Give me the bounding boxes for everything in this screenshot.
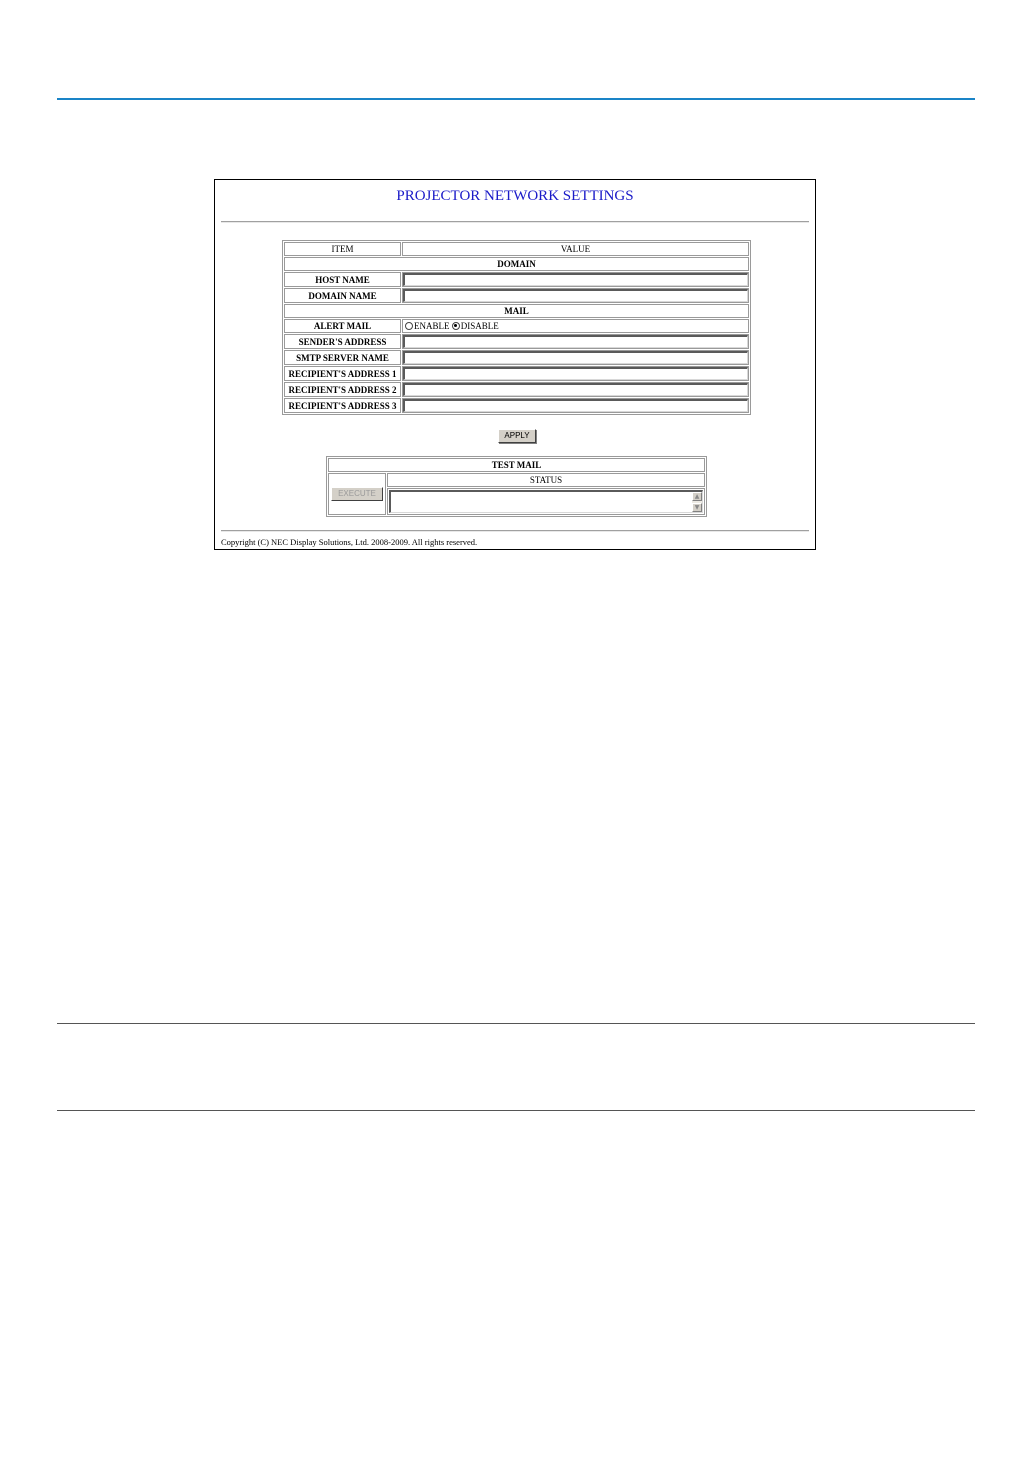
section-heading-domain: DOMAIN bbox=[284, 257, 749, 271]
footnote-rule-top bbox=[57, 1023, 975, 1024]
table-row bbox=[284, 319, 749, 333]
section-row-mail bbox=[284, 304, 749, 318]
recipient-address-1-label: RECIPIENT'S ADDRESS 1 bbox=[284, 366, 401, 381]
status-scrollbar[interactable] bbox=[692, 492, 702, 512]
table-row bbox=[284, 382, 749, 397]
sender-address-input[interactable] bbox=[403, 335, 748, 348]
alert-mail-options bbox=[402, 319, 749, 333]
sender-address-label: SENDER'S ADDRESS bbox=[284, 334, 401, 349]
table-row bbox=[284, 366, 749, 381]
value-column-header: VALUE bbox=[402, 242, 749, 256]
recipient-address-2-input[interactable] bbox=[403, 383, 748, 396]
recipient-address-3-label: RECIPIENT'S ADDRESS 3 bbox=[284, 398, 401, 413]
alert-mail-disable-radio[interactable] bbox=[452, 322, 460, 330]
table-row bbox=[284, 288, 749, 303]
title-divider bbox=[221, 221, 809, 223]
footnote-rule-bottom bbox=[57, 1110, 975, 1111]
host-name-label: HOST NAME bbox=[284, 272, 401, 287]
apply-button[interactable]: APPLY bbox=[498, 429, 536, 443]
alert-mail-enable-radio[interactable] bbox=[405, 322, 413, 330]
table-row bbox=[284, 350, 749, 365]
test-mail-heading: TEST MAIL bbox=[328, 458, 705, 472]
table-row bbox=[284, 272, 749, 287]
status-label: STATUS bbox=[387, 473, 705, 487]
header-rule bbox=[57, 98, 975, 100]
table-header-row bbox=[284, 242, 749, 256]
enable-option-label: ENABLE bbox=[414, 321, 450, 331]
execute-button[interactable]: EXECUTE bbox=[331, 487, 383, 501]
disable-option-label: DISABLE bbox=[460, 321, 499, 331]
host-name-input[interactable] bbox=[403, 273, 748, 286]
domain-name-input[interactable] bbox=[403, 289, 748, 302]
smtp-server-name-input[interactable] bbox=[403, 351, 748, 364]
page-title: PROJECTOR NETWORK SETTINGS bbox=[396, 188, 634, 204]
section-row-domain bbox=[284, 257, 749, 271]
recipient-address-2-label: RECIPIENT'S ADDRESS 2 bbox=[284, 382, 401, 397]
test-mail-table bbox=[326, 456, 707, 517]
scroll-up-arrow-icon[interactable]: ▲ bbox=[692, 492, 702, 501]
alert-mail-label: ALERT MAIL bbox=[284, 319, 401, 333]
recipient-address-1-input[interactable] bbox=[403, 367, 748, 380]
recipient-address-3-input[interactable] bbox=[403, 399, 748, 412]
copyright-text: Copyright (C) NEC Display Solutions, Ltd. 2008-2009. All rights reserved. bbox=[221, 537, 478, 547]
domain-name-label: DOMAIN NAME bbox=[284, 288, 401, 303]
section-heading-mail: MAIL bbox=[284, 304, 749, 318]
table-row bbox=[284, 334, 749, 349]
status-textarea[interactable] bbox=[389, 490, 703, 513]
table-row bbox=[284, 398, 749, 413]
execute-cell bbox=[328, 473, 386, 515]
test-mail-header-row bbox=[328, 458, 705, 472]
settings-table bbox=[282, 240, 751, 415]
footer-divider bbox=[221, 530, 809, 532]
item-column-header: ITEM bbox=[284, 242, 401, 256]
scroll-down-arrow-icon[interactable]: ▼ bbox=[692, 503, 702, 512]
status-header-row bbox=[328, 473, 705, 487]
smtp-server-name-label: SMTP SERVER NAME bbox=[284, 350, 401, 365]
browser-screenshot-frame bbox=[214, 179, 816, 550]
